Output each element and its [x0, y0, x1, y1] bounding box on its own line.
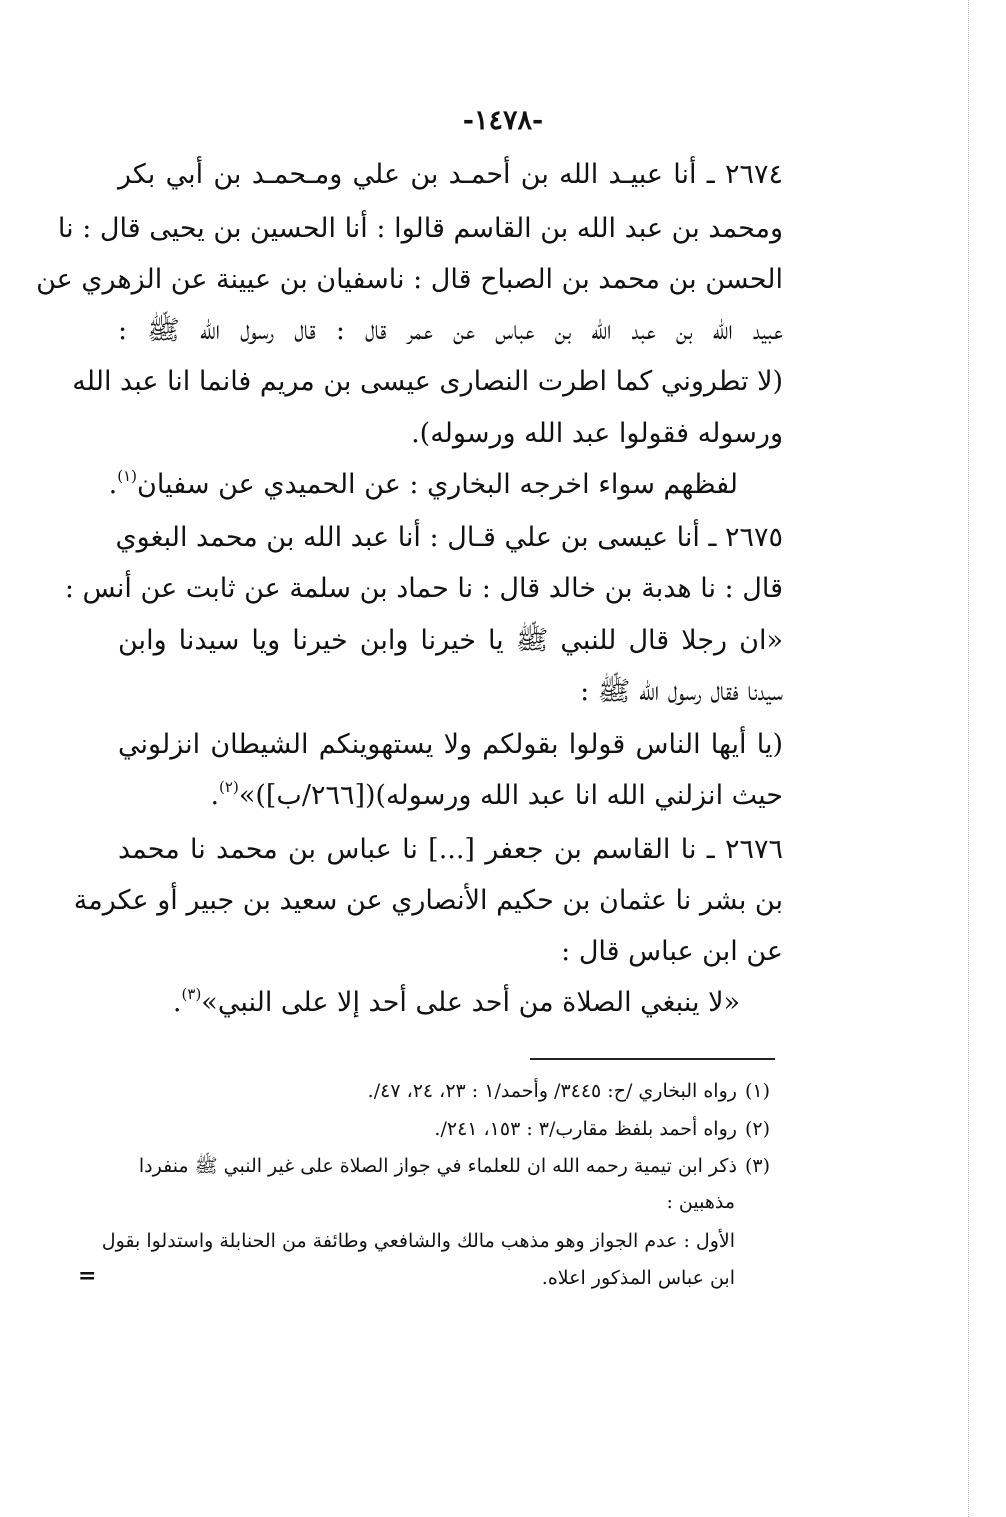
footnote-text: ذكر ابن تيمية رحمه الله ان للعلماء في جواز الصلاة على غير النبي ﷺ منفردا [138, 1155, 737, 1177]
footnote-ref: (٢) [219, 778, 239, 796]
page-number: -١٤٧٨- [462, 105, 544, 136]
footnote [110, 1075, 770, 1107]
text-line-with-ref [172, 983, 740, 1023]
text-segment: لفظهم سواء اخرجه البخاري : عن الحميدي عن سفيان [137, 469, 738, 500]
text-segment: «لا ينبغي الصلاة من أحد على أحد إلا على النبي» [201, 987, 740, 1018]
text-line: ورسوله فقولوا عبد الله ورسوله). [411, 418, 783, 449]
footnote-number: (١) [744, 1080, 770, 1102]
text-line: (لا تطروني كما اطرت النصارى عيسى بن مريم فانما انا عبد الله [72, 366, 783, 397]
footnote-continuation: مذهبين : [666, 1191, 735, 1213]
text-line: قال : نا هدبة بن خالد قال : نا حماد بن سلمة عن ثابت عن أنس : [64, 573, 783, 604]
text-segment: حيث انزلني الله انا عبد الله ورسوله)([٢٦٦/ب])» [238, 780, 783, 811]
text-line: (يا أيها الناس قولوا بقولكم ولا يستهوينكم الشيطان انزلوني [118, 729, 783, 760]
page-edge-line [968, 0, 969, 1517]
text-line: ومحمد بن عبد الله بن القاسم قالوا : أنا الحسين بن يحيى قال : نا [57, 213, 783, 244]
footnote-continuation: الأول : عدم الجواز وهو مذهب مالك والشافعي وطائفة من الحنابلة واستدلوا بقول [101, 1230, 735, 1252]
footnote-text: رواه أحمد بلفظ مقارب/٣ : ١٥٣، ٢٤١/. [434, 1118, 737, 1140]
text-line: «ان رجلا قال للنبي ﷺ يا خيرنا وابن خيرنا ويا سيدنا وابن [118, 625, 783, 656]
text-line: ٢٦٧٦ ـ نا القاسم بن جعفر [...] نا عباس بن محمد نا محمد [118, 834, 783, 865]
footnote-ref: (٣) [181, 985, 202, 1003]
text-segment: . [210, 780, 220, 811]
text-segment: . [172, 987, 182, 1018]
text-segment: . [108, 469, 118, 500]
text-line: ٢٦٧٤ ـ أنا عبيـد الله بن أحمـد بن علي ومـحمـد بن أبي بكر [118, 159, 783, 190]
footnote-number: (٢) [744, 1118, 770, 1140]
continuation-mark: = [78, 1263, 97, 1289]
footnote-continuation: ابن عباس المذكور اعلاه. [541, 1267, 735, 1289]
text-line: الحسن بن محمد بن الصباح قال : ناسفيان بن عيينة عن الزهري عن [36, 264, 783, 295]
text-line: ٢٦٧٥ ـ أنا عيسى بن علي قـال : أنا عبد الله بن محمد البغوي [115, 522, 783, 553]
text-line: سيدنا فقال رسول الله ﷺ : [580, 676, 783, 707]
footnote-number: (٣) [744, 1155, 770, 1177]
footnote-text: رواه البخاري /ح: ٣٤٤٥/ وأحمد/١ : ٢٣، ٢٤، ٤٧/. [367, 1080, 737, 1102]
text-line-with-ref [108, 465, 738, 505]
footnote-separator [530, 1058, 775, 1060]
text-line-with-ref [118, 776, 783, 816]
footnote [110, 1113, 770, 1145]
text-line: عن ابن عباس قال : [561, 936, 783, 967]
footnote-ref: (١) [117, 467, 138, 485]
text-line: عبيد الله بن عبد الله بن عباس عن عمر قال : قال رسول الله ﷺ : [118, 315, 783, 346]
footnote [110, 1150, 770, 1182]
text-line: بن بشر نا عثمان بن حكيم الأنصاري عن سعيد بن جبير أو عكرمة [73, 885, 783, 916]
